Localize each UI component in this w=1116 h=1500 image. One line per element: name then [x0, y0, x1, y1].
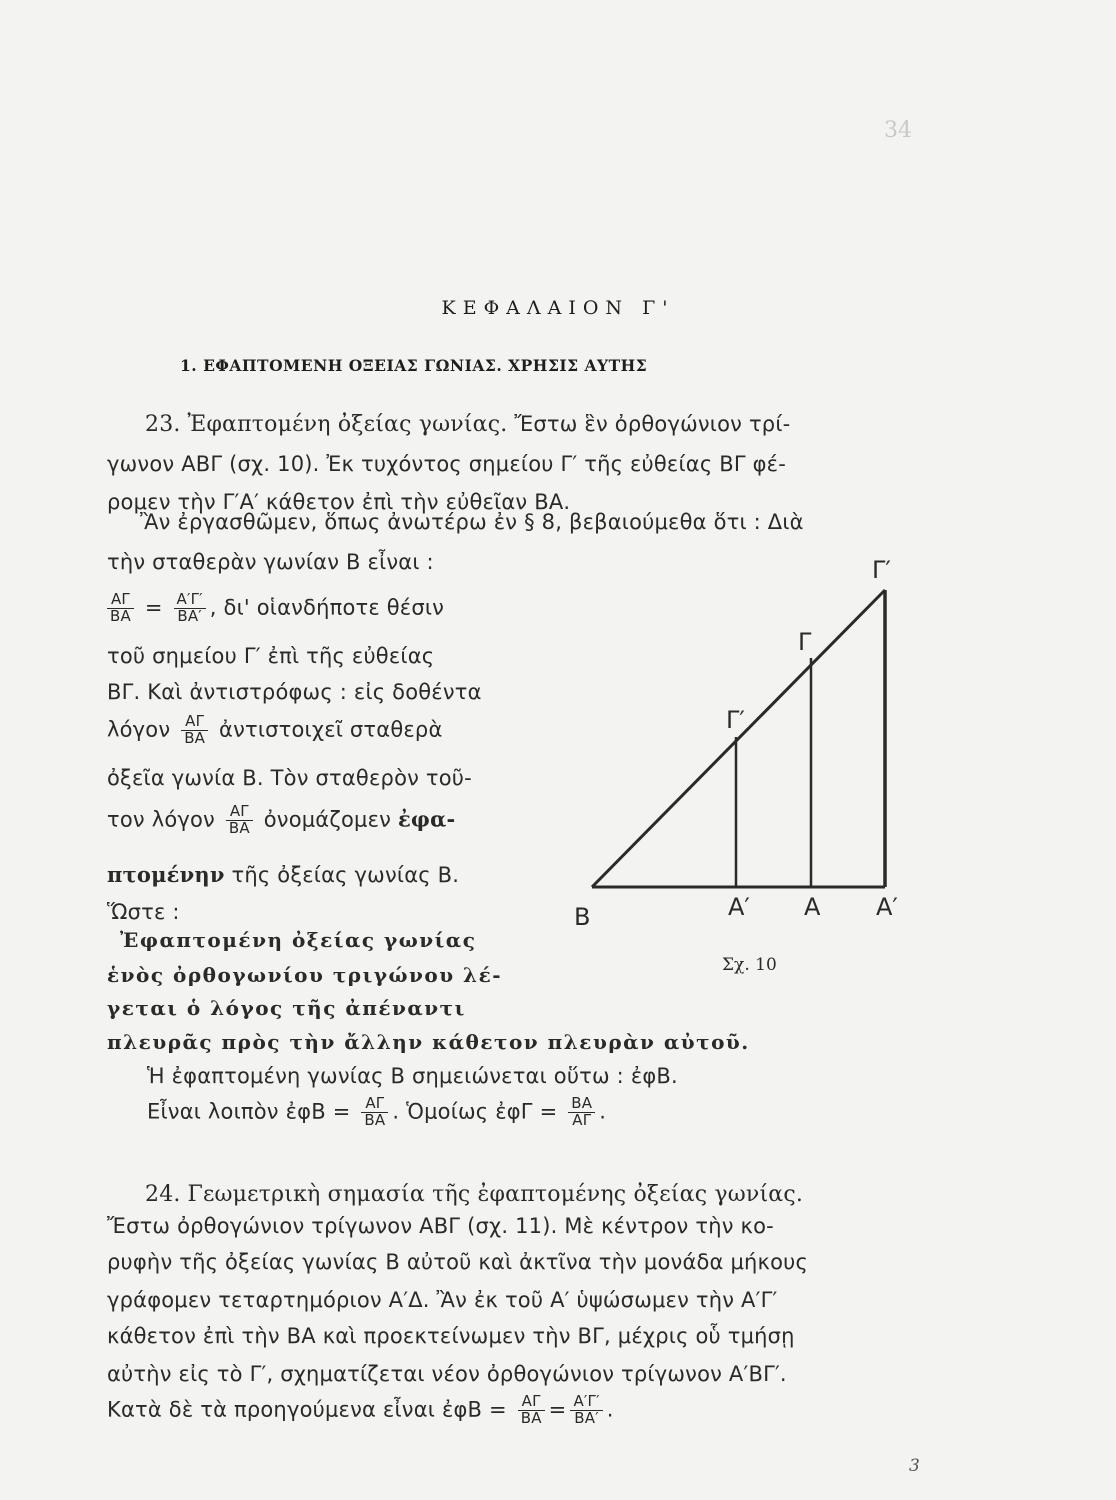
para24-l6-eq: = — [548, 1397, 567, 1422]
fraction-ag-ba — [518, 1394, 545, 1427]
para23-line12 — [107, 862, 459, 887]
frac-num: Α′Γ′ — [570, 1394, 602, 1411]
frac-num: ΑΓ — [226, 804, 253, 821]
para23-line3: ρομεν τὴν Γ′Α′ κάθετον ἐπὶ τὴν εὐθεῖαν ΒΑ. — [107, 490, 571, 514]
figure-10 — [560, 550, 920, 950]
frac-den: ΒΑ′ — [177, 606, 202, 625]
para23-l15-b: . Ὁμοίως ἐφΓ = — [392, 1099, 558, 1124]
fraction-apgp-bap — [570, 1394, 602, 1427]
para23-line14: Ἡ ἐφαπτομένη γωνίας Β σημειώνεται οὕτω : ἐφΒ. — [147, 1064, 678, 1088]
fig-label-a-prime: Α′ — [728, 893, 750, 921]
para23-line1 — [145, 412, 790, 437]
para24-heading: Γεωμετρικὴ σημασία τῆς ἐφαπτομένης ὀξείας γωνίας. — [187, 1182, 804, 1207]
para23-line10: ὀξεῖα γωνία Β. Τὸν σταθερὸν τοῦ- — [107, 766, 472, 790]
para23-l15-c: . — [599, 1099, 607, 1124]
definition-line2: ἑνὸς ὀρθογωνίου τριγώνου λέ- — [107, 963, 503, 987]
para23-line9 — [107, 714, 443, 747]
para23-line6 — [103, 592, 444, 625]
fraction-ag-ba — [107, 592, 134, 625]
para24-line0 — [145, 1182, 803, 1207]
para24-line1: Ἔστω ὀρθογώνιον τρίγωνον ΑΒΓ (σχ. 11). Μὲ κέντρον τὴν κο- — [107, 1214, 774, 1238]
fraction-ag-ba — [361, 1096, 388, 1129]
para23-l11-bold: ἐφα- — [397, 806, 456, 832]
para24-line2: ρυφὴν τῆς ὀξείας γωνίας Β αὐτοῦ καὶ ἀκτῖνα τὴν μονάδα μήκους — [107, 1250, 809, 1274]
para24-line6 — [107, 1394, 614, 1427]
frac-den: ΑΓ — [572, 1110, 592, 1129]
fig-label-a-double: Α′ — [876, 893, 898, 921]
para23-l6-tail: , δι' οἱανδήποτε θέσιν — [209, 595, 445, 620]
fig-hypotenuse-line — [592, 590, 885, 887]
fig-label-b: Β — [574, 903, 591, 931]
frac-num: ΑΓ — [518, 1394, 545, 1411]
chapter-title: ΚΕΦΑΛΑΙΟΝ Γ' — [441, 297, 675, 319]
frac-den: ΒΑ′ — [574, 1408, 599, 1427]
frac-den: ΒΑ — [110, 606, 131, 625]
definition-line4: πλευρᾶς πρὸς τὴν ἄλλην κάθετον πλευρὰν αὐτοῦ. — [107, 1030, 750, 1054]
para23-line11 — [107, 804, 455, 837]
page-number-bottom: 3 — [909, 1456, 920, 1476]
fig-label-g-low: Γ′ — [726, 706, 745, 734]
para23-heading: Ἐφαπτομένη ὀξείας γωνίας. — [187, 412, 508, 437]
para24-line5: αὐτὴν εἰς τὸ Γ′, σχηματίζεται νέον ὀρθογώνιον τρίγωνον Α′ΒΓ′. — [107, 1362, 787, 1386]
para23-l11-head: τον λόγον — [107, 807, 215, 832]
fraction-apgp-bap — [174, 592, 206, 625]
frac-num: ΒΑ — [568, 1096, 595, 1113]
frac-den: ΒΑ — [364, 1110, 386, 1129]
fraction-ag-ba — [181, 714, 208, 747]
definition-line3: γεται ὁ λόγος τῆς ἀπέναντι — [107, 996, 466, 1020]
para24-l6-end: . — [606, 1397, 614, 1422]
frac-den: ΒΑ — [184, 728, 206, 747]
para24-number: 24. — [145, 1182, 181, 1207]
para23-l9-tail: ἀντιστοιχεῖ σταθερὰ — [219, 717, 443, 742]
para23-line15 — [147, 1096, 606, 1129]
para23-line4: Ἂν ἐργασθῶμεν, ὅπως ἀνωτέρω ἐν § 8, βεβαιούμεθα ὅτι : Διὰ — [140, 510, 804, 534]
para23-l15-a: Εἶναι λοιπὸν ἐφΒ = — [147, 1099, 351, 1124]
para23-line7: τοῦ σημείου Γ′ ἐπὶ τῆς εὐθείας — [107, 644, 435, 668]
fig-label-g-mid: Γ — [798, 628, 812, 656]
para23-l12-bold: πτομένην — [107, 862, 225, 887]
fig-label-a: Α — [804, 893, 821, 921]
page-number-top: 34 — [884, 118, 912, 143]
frac-num: ΑΓ — [181, 714, 208, 731]
para23-l12-rest: τῆς ὀξείας γωνίας Β. — [231, 863, 460, 887]
para24-line3: γράφομεν τεταρτημόριον Α′Δ. Ἂν ἐκ τοῦ Α′ ὑψώσωμεν τὴν Α′Γ′ — [107, 1288, 778, 1312]
frac-num: Α′Γ′ — [174, 592, 206, 609]
equals-sign: = — [144, 595, 163, 620]
section-title: 1. ΕΦΑΠΤΟΜΕΝΗ ΟΞΕΙΑΣ ΓΩΝΙΑΣ. ΧΡΗΣΙΣ ΑΥΤΗΣ — [180, 356, 648, 375]
frac-den: ΒΑ — [228, 818, 250, 837]
para23-line2: γωνον ΑΒΓ (σχ. 10). Ἐκ τυχόντος σημείου Γ′ τῆς εὐθείας ΒΓ φέ- — [107, 452, 786, 476]
para23-l11-tail: ὀνομάζομεν — [263, 807, 392, 832]
para23-line13: Ὥστε : — [107, 900, 180, 924]
fig-label-g-top: Γ′ — [872, 556, 891, 584]
frac-num: ΑΓ — [107, 592, 134, 609]
para23-l1-rest: Ἔστω ἓν ὀρθογώνιον τρί- — [514, 412, 791, 436]
frac-den: ΒΑ — [520, 1408, 542, 1427]
para23-l9-head: λόγον — [107, 717, 171, 742]
para23-number: 23. — [145, 412, 181, 437]
figure-caption: Σχ. 10 — [722, 955, 777, 975]
para23-line8: ΒΓ. Καὶ ἀντιστρόφως : εἰς δοθέντα — [107, 680, 482, 704]
fraction-ba-ag — [568, 1096, 595, 1129]
fraction-ag-ba — [226, 804, 253, 837]
para24-l6-a: Κατὰ δὲ τὰ προηγούμενα εἶναι ἐφΒ = — [107, 1397, 507, 1422]
definition-line1: Ἐφαπτομένη ὀξείας γωνίας — [120, 928, 477, 952]
frac-num: ΑΓ — [361, 1096, 388, 1113]
para24-line4: κάθετον ἐπὶ τὴν ΒΑ καὶ προεκτείνωμεν τὴν ΒΓ, μέχρις οὗ τμήσῃ — [107, 1324, 795, 1348]
para23-line5: τὴν σταθερὰν γωνίαν Β εἶναι : — [107, 550, 434, 574]
